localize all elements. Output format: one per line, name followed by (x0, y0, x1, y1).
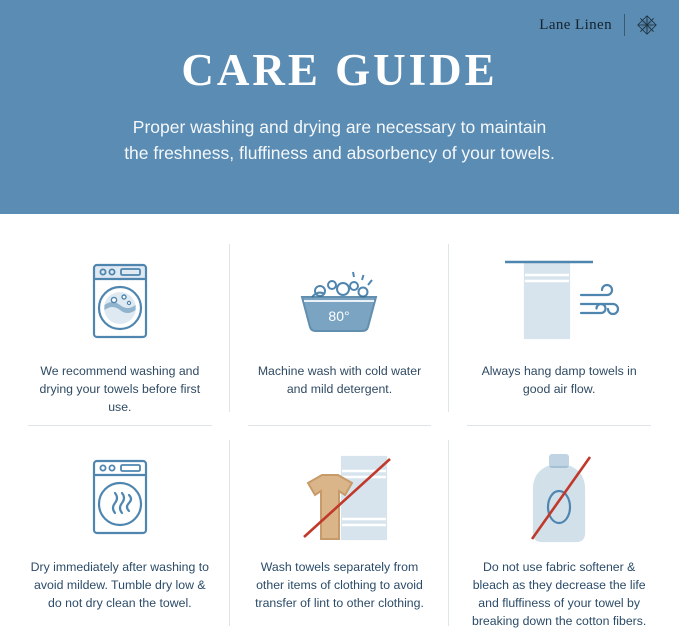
diamond-lattice-logo-icon (637, 15, 657, 35)
care-tip-text: Dry immediately after washing to avoid mildew. Tumble dry low & do not dry clean the towel. (30, 560, 210, 610)
brand-divider (624, 14, 625, 36)
page-subtitle (0, 114, 679, 166)
tumble-dryer-icon (76, 440, 164, 558)
care-tip-text: Wash towels separately from other items of clothing to avoid transfer of lint to other clothing. (255, 560, 424, 610)
care-tip-text: Always hang damp towels in good air flow. (481, 364, 637, 396)
care-tip-item (449, 426, 669, 640)
subtitle-line-2: the freshness, fluffiness and absorbency of your towels. (124, 143, 555, 163)
care-tip-text: We recommend washing and drying your towels before first use. (39, 364, 201, 414)
care-guide-header (0, 0, 679, 214)
subtitle-line-1: Proper washing and drying are necessary to maintain (132, 117, 547, 137)
no-mixed-laundry-icon (264, 440, 414, 558)
care-tip-item (230, 426, 450, 640)
wash-temperature-label: 80° (328, 308, 351, 324)
care-tip-item (10, 426, 230, 640)
no-fabric-softener-icon (504, 440, 614, 558)
care-tip-item (230, 230, 450, 426)
care-tip-text: Do not use fabric softener & bleach as they decrease the life and fluffiness of your towel by breaking down the cotton fibers. (472, 560, 647, 628)
care-tips-grid (0, 214, 679, 635)
wash-basin-80-degrees-icon (284, 244, 394, 362)
care-tip-text: Machine wash with cold water and mild detergent. (257, 364, 422, 396)
hanging-towel-airflow-icon (489, 244, 629, 362)
care-tip-item (10, 230, 230, 426)
brand-name: Lane Linen (539, 16, 612, 33)
brand-lockup (539, 14, 657, 36)
page-title: CARE GUIDE (181, 45, 498, 95)
washing-machine-icon (76, 244, 164, 362)
care-tip-item (449, 230, 669, 426)
